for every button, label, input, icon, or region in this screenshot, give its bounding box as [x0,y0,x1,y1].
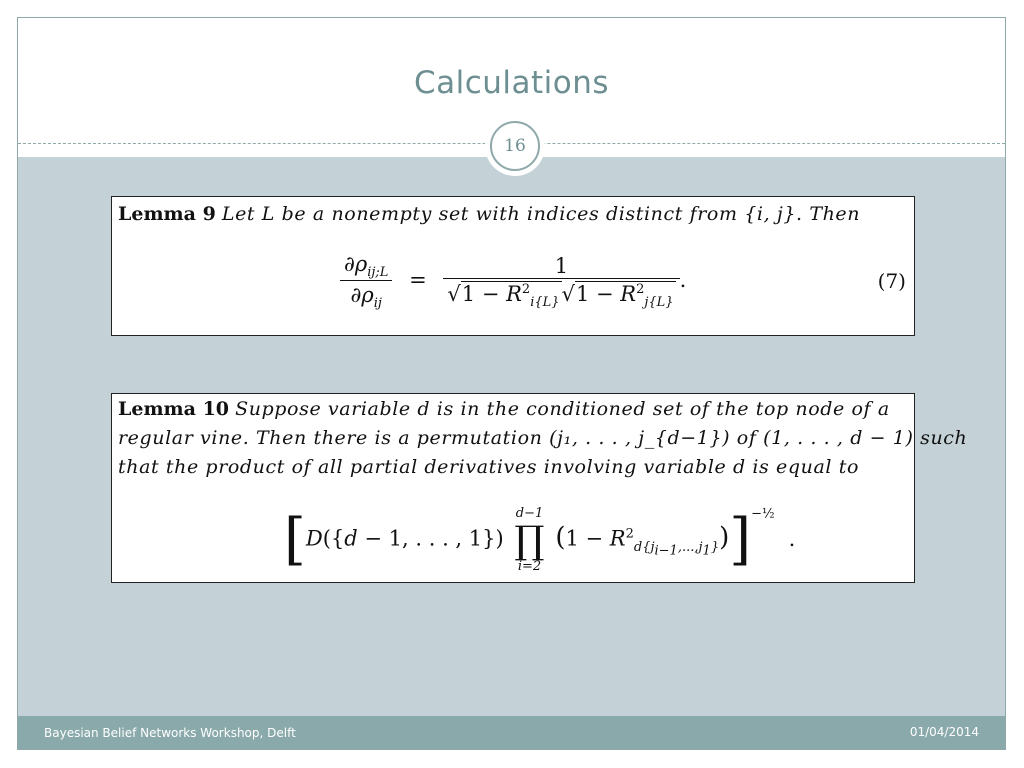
lemma-9-box [111,196,915,336]
footer-event: Bayesian Belief Networks Workshop, Delft [44,726,296,740]
product-operator: d−1 ∏ i=2 [514,506,545,574]
lemma-9-label: Lemma 9 [118,203,216,225]
slide-frame [17,17,1006,750]
slide-number: 16 [490,121,540,171]
inverse-sqrt-fraction: $\frac{1}{√1 - R^2_{i\{L\}}√1 - R^2_{j\{L\}}}$ [443,254,679,310]
lemma-10-line-3: that the product of all partial derivatives involving variable d is equal to [118,456,860,478]
lemma-10-equation: [D({d − 1, . . . , 1}) d−1 ∏ i=2 $(1 - R^2_{d\{j_{i-1},...,j_1\}})]^{-\frac{1}{2}}$. [284,506,796,574]
partial-derivative-fraction: $\frac{\partial\rho_{ij;L}}{\partial\rho_{ij}}$ [340,252,392,311]
slide-footer [18,716,1005,750]
lemma-9-text: Let L be a nonempty set with indices distinct from {i, j}. Then [221,203,861,225]
equation-number: (7) [877,269,906,293]
lemma-10-line-1: Lemma 10 Suppose variable d is in the conditioned set of the top node of a [118,398,890,420]
page-title: Calculations [413,65,610,101]
lemma-10-label: Lemma 10 [118,398,230,420]
lemma-9-statement [118,203,860,225]
footer-date: 01/04/2014 [909,725,979,739]
lemma-10-line-2: regular vine. Then there is a permutation (j₁, . . . , j_{d−1}) of (1, . . . , d − 1) such [118,427,968,449]
slide-number-badge [485,116,545,176]
lemma-10-box [111,393,968,583]
lemma-9-equation: $\frac{\partial\rho_{ij;L}}{\partial\rho_{ij}}$ = $\frac{1}{√1 - R^2_{i\{L\}}√1 - R^2_{j\{L\}}}$ . [340,252,686,311]
